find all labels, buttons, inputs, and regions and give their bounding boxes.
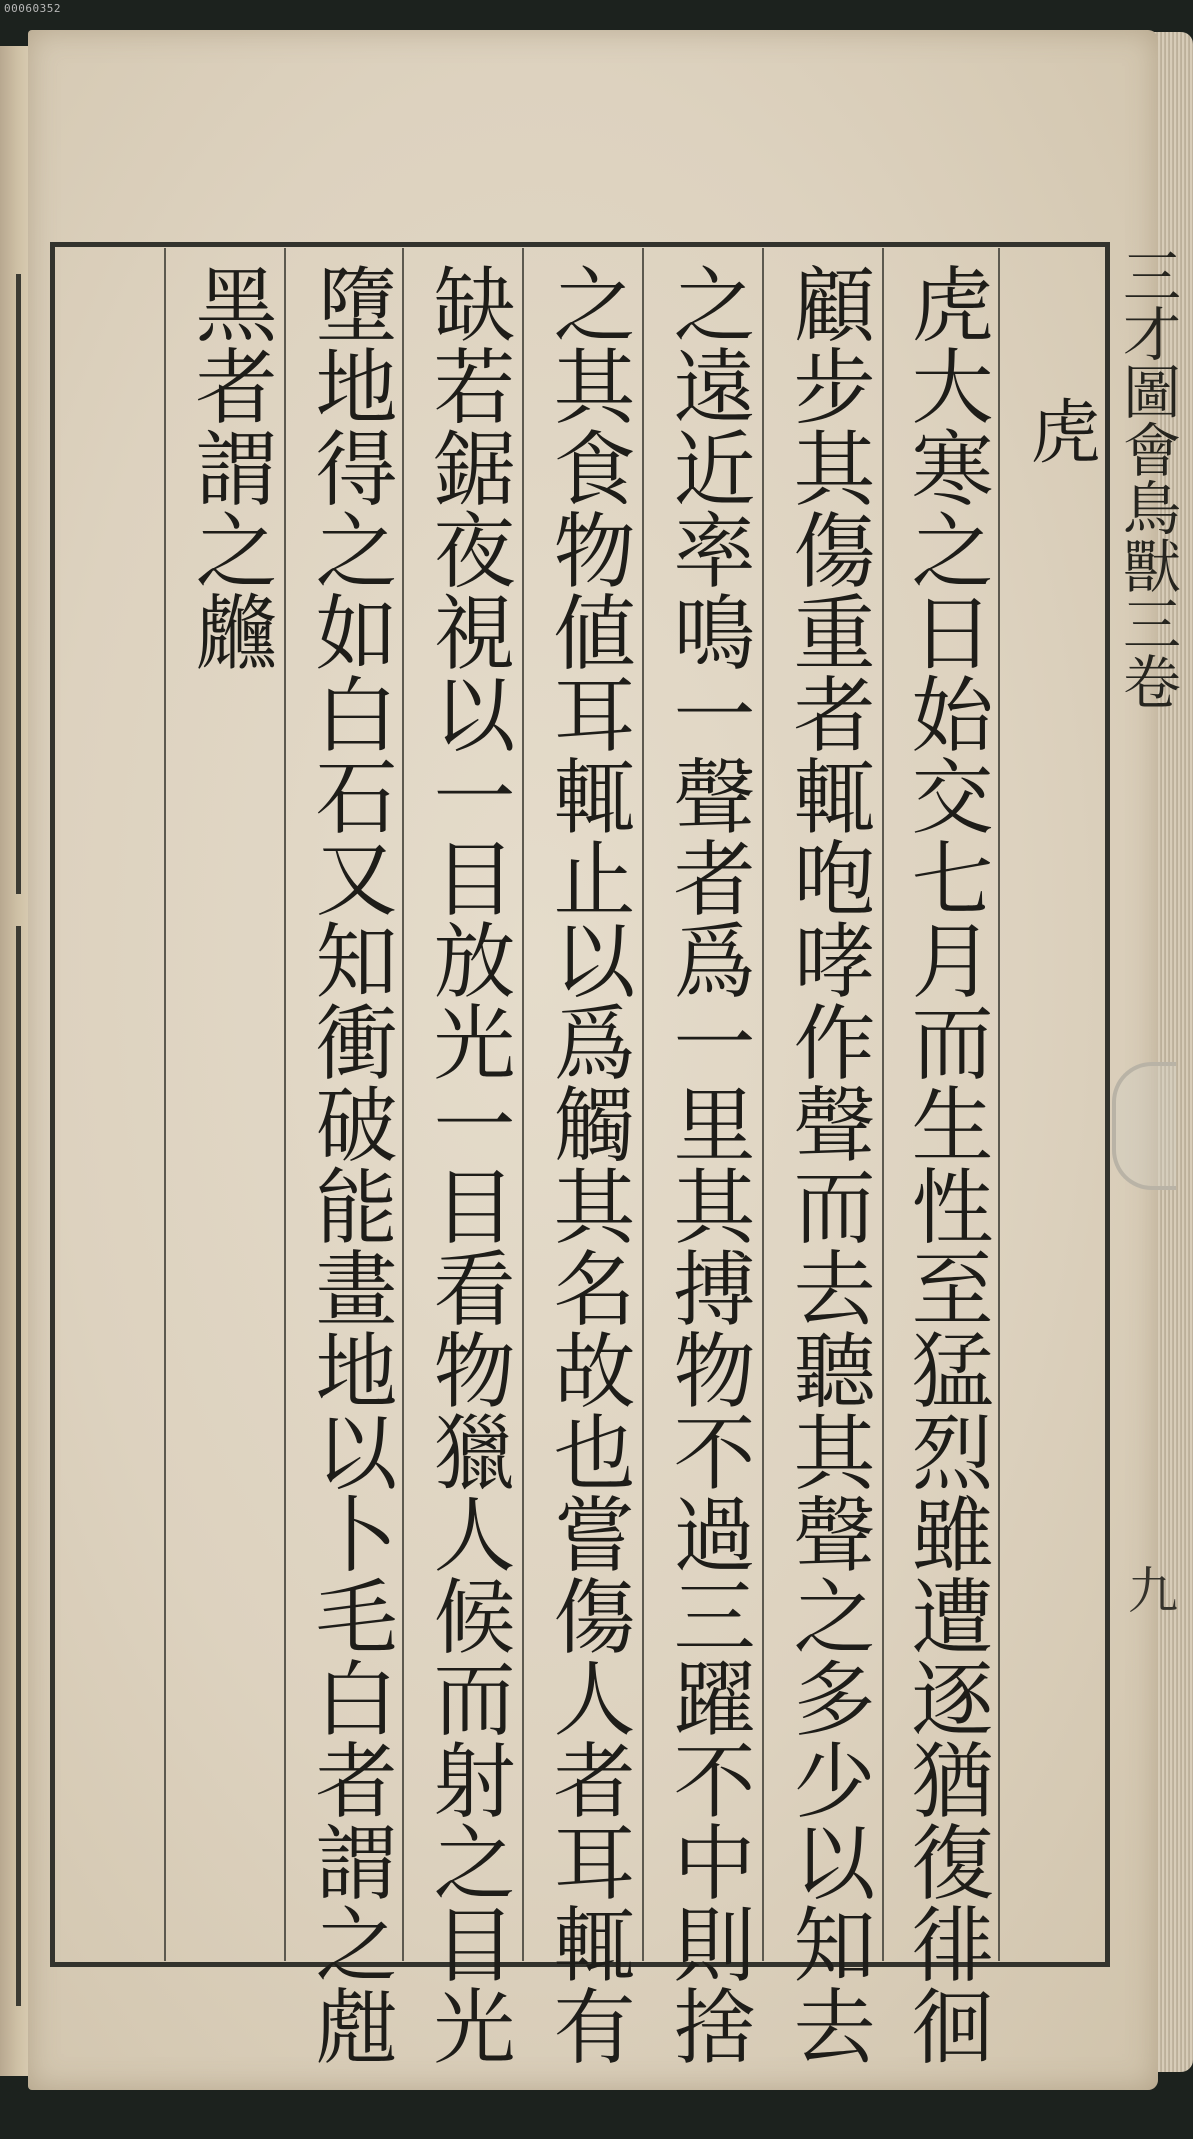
text-column: 缺若鋸夜視以一目放光一目看物獵人候而射之目光 xyxy=(420,262,515,2066)
entry-heading: 虎 xyxy=(1019,395,1101,465)
text-column: 之遠近率鳴一聲者爲一里其搏物不過三躍不中則捨 xyxy=(660,262,755,2066)
page-number: 九 xyxy=(1120,1564,1178,1614)
text-column: 顧步其傷重者輒咆哮作聲而去聽其聲之多少以知去 xyxy=(780,262,875,2066)
column-rule xyxy=(642,248,644,1961)
column-rule xyxy=(164,248,166,1961)
text-column: 黑者謂之虪 xyxy=(182,262,277,672)
column-rule xyxy=(882,248,884,1961)
column-rule xyxy=(998,248,1000,1961)
scan-id-label: 00060352 xyxy=(4,2,61,15)
text-column: 之其食物値耳輒止以爲觸其名故也嘗傷人者耳輒有 xyxy=(540,262,635,2066)
previous-page-edge xyxy=(0,46,31,2076)
column-rule xyxy=(522,248,524,1961)
column-rule xyxy=(402,248,404,1961)
center-margin xyxy=(1113,244,1181,1964)
previous-page-rule-upper xyxy=(16,274,21,894)
column-rule xyxy=(284,248,286,1961)
text-column: 虎大寒之日始交七月而生性至猛烈雖遭逐猶復徘徊 xyxy=(898,262,993,2066)
margin-title: 三才圖會鳥獸三卷 xyxy=(1113,246,1181,710)
text-column: 墮地得之如白石又知衝破能畫地以卜毛白者謂之甝 xyxy=(302,262,397,2066)
previous-page-rule-lower xyxy=(16,926,21,2006)
column-rule xyxy=(762,248,764,1961)
